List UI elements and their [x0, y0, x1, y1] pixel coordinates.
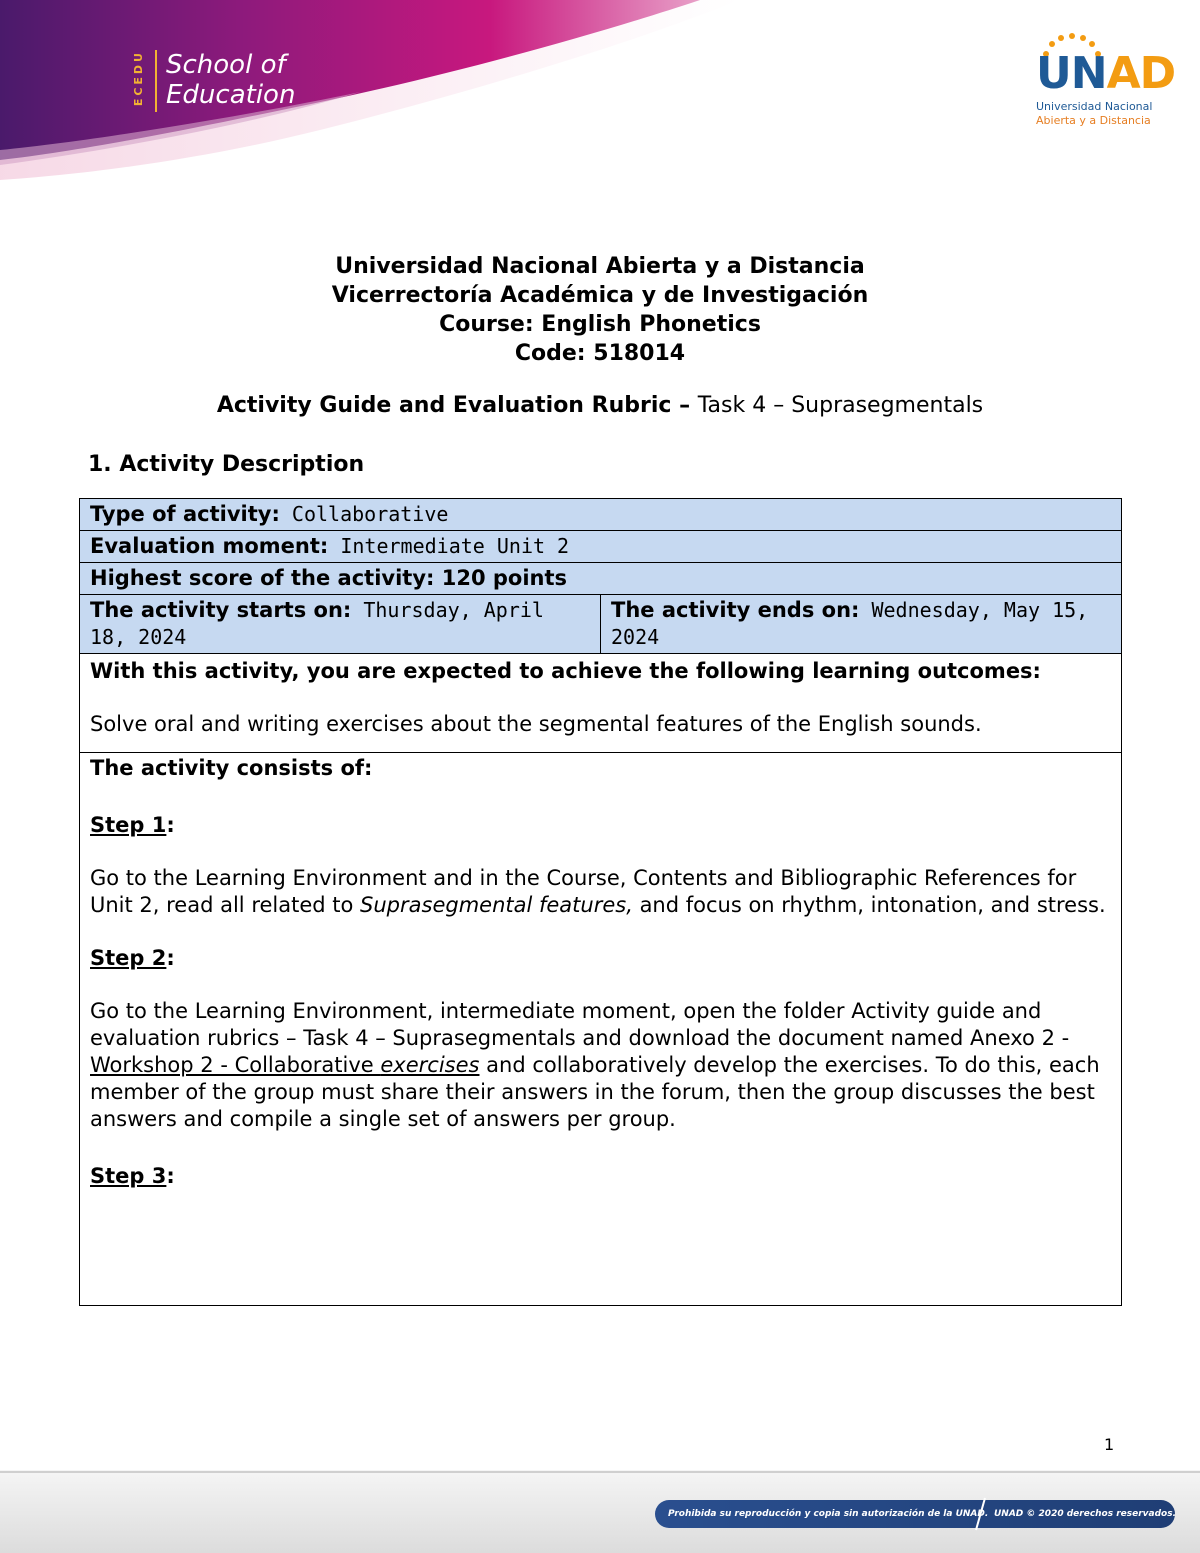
unad-wordmark: UNAD	[1036, 48, 1176, 99]
table-row-type	[80, 499, 1122, 531]
unad-name-line-2: Abierta y a Distancia	[1036, 114, 1151, 127]
vicerrectoria-title: Vicerrectoría Académica y de Investigación	[331, 283, 869, 308]
university-title: Universidad Nacional Abierta y a Distancia	[335, 254, 865, 279]
unad-name-line-1: Universidad Nacional	[1036, 100, 1153, 113]
step-2-text: Go to the Learning Environment, intermediate moment, open the folder Activity guide and evaluation rubrics – Task 4 – Suprasegmentals and download the document named Anexo 2 - Workshop 2 - Collaborative exercises and collaboratively develop the exercises. To do this, each member of the group must share their answers in the forum, then the group discusses the best answers and compile a single set of answers per group.	[90, 999, 1100, 1131]
table-row-dates	[80, 595, 1122, 654]
end-date-cell: The activity ends on: Wednesday, May 15, 2024	[601, 595, 1122, 654]
moment-label: Evaluation moment:	[90, 534, 329, 558]
ecedu-label: ECEDU	[132, 50, 145, 107]
step-1-heading: Step 1:	[90, 813, 175, 837]
table-row-outcomes	[80, 654, 1122, 753]
step-3-heading: Step 3:	[90, 1164, 175, 1188]
table-row-score	[80, 563, 1122, 595]
score-label: Highest score of the activity: 120 points	[90, 566, 568, 590]
step-2-heading: Step 2:	[90, 946, 175, 970]
footer-notice: Prohibida su reproducción y copia sin autorización de la UNAD.	[668, 1509, 989, 1519]
start-date-cell: The activity starts on: Thursday, April 18, 2024	[80, 595, 601, 654]
table-row-consists	[80, 753, 1122, 1306]
course-title: Course: English Phonetics	[439, 312, 761, 337]
document-titles	[0, 252, 1200, 368]
type-label: Type of activity:	[90, 502, 280, 526]
logo-divider	[155, 50, 157, 112]
type-value: Collaborative	[279, 502, 449, 526]
outcomes-heading: With this activity, you are expected to achieve the following learning outcomes:	[90, 659, 1041, 683]
table-row-moment	[80, 531, 1122, 563]
unad-logo	[1030, 30, 1176, 140]
step-1-text: Go to the Learning Environment and in the Course, Contents and Bibliographic References for Unit 2, read all related to Suprasegmental features, and focus on rhythm, intonation, and stress.	[90, 866, 1106, 917]
school-of-education-logo	[166, 50, 295, 110]
moment-value: Intermediate Unit 2	[328, 534, 570, 558]
activity-table	[79, 498, 1122, 1306]
consists-heading: The activity consists of:	[90, 756, 373, 780]
section-heading: 1. Activity Description	[88, 452, 365, 477]
page-number: 1	[1104, 1435, 1115, 1454]
footer-rights: UNAD © 2020 derechos reservados.	[994, 1509, 1177, 1519]
school-line-1: School of	[166, 50, 286, 80]
outcomes-text: Solve oral and writing exercises about the segmental features of the English sounds.	[90, 712, 982, 736]
course-code: Code: 518014	[514, 341, 686, 366]
school-line-2: Education	[166, 80, 296, 110]
guide-title: Activity Guide and Evaluation Rubric – Task 4 – Suprasegmentals	[216, 393, 984, 418]
workshop-link[interactable]: Workshop 2 - Collaborative exercises	[90, 1053, 480, 1077]
